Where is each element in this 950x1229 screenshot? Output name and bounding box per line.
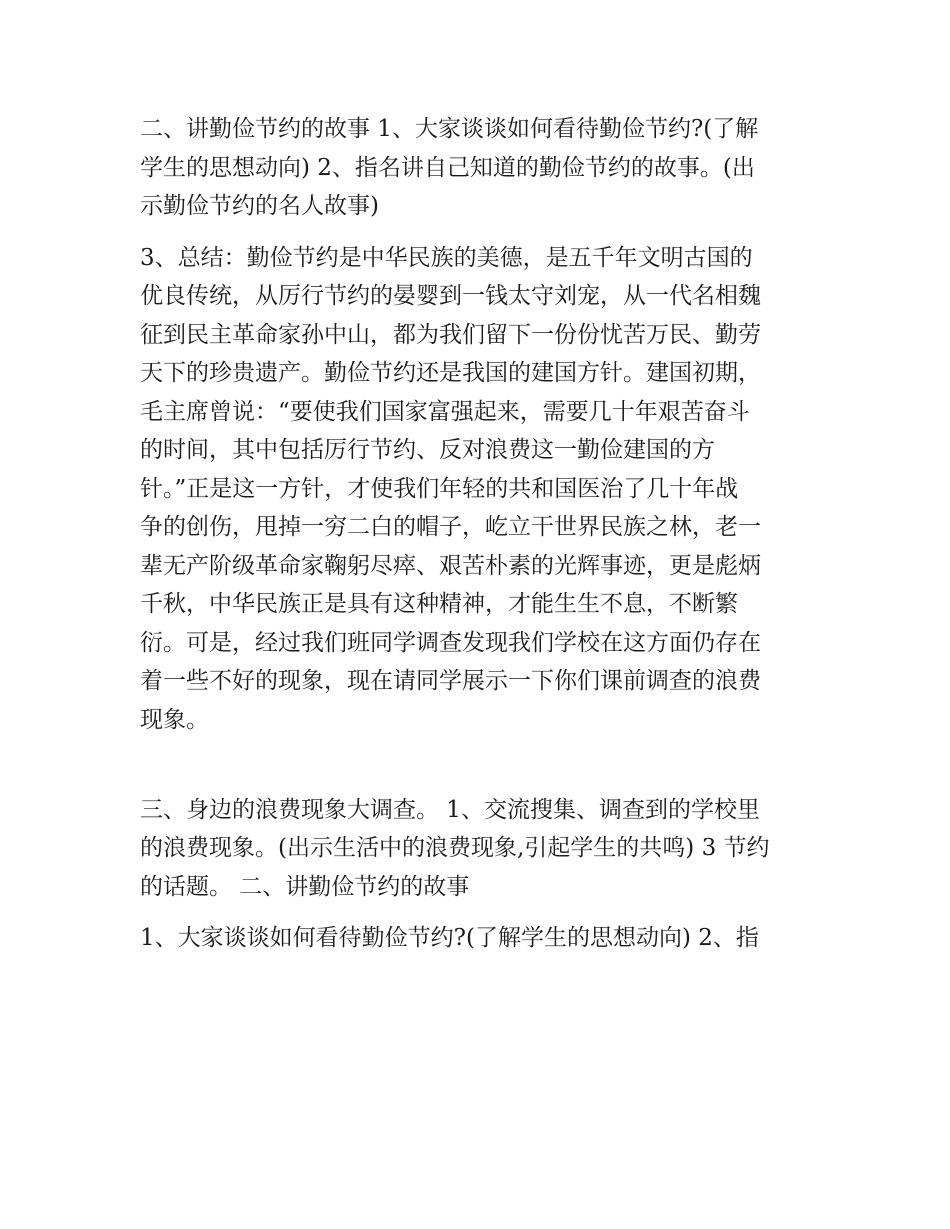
- text-line: 现象。: [140, 706, 209, 733]
- text-line: 争的创伤，甩掉一穷二白的帽子，屹立干世界民族之林，老一: [140, 514, 761, 540]
- text-line: 千秋，中华民族正是具有这种精神，才能生生不息，不断繁: [140, 591, 738, 617]
- text-line: 三、身边的浪费现象大调查。 1、交流搜集、调查到的学校里: [140, 796, 760, 823]
- paragraph: [140, 239, 812, 778]
- text-line: 辈无产阶级革命家鞠躬尽瘁、艰苦朴素的光辉事迹，更是彪炳: [140, 552, 761, 579]
- paragraph: [140, 919, 812, 958]
- text-line: 3、总结：勤俭节约是中华民族的美德，是五千年文明古国的: [140, 244, 753, 271]
- text-line: 的时间，其中包括厉行节约、反对浪费这一勤俭建国的方: [140, 437, 715, 463]
- text-line: 优良传统，从厉行节约的晏婴到一钱太守刘宠，从一代名相魏: [140, 283, 761, 309]
- text-line: 二、讲勤俭节约的故事 1、大家谈谈如何看待勤俭节约?(了解: [140, 116, 759, 142]
- text-line: 天下的珍贵遗产。勤俭节约还是我国的建国方针。建国初期，: [140, 360, 761, 386]
- text-line: 衍。可是，经过我们班同学调查发现我们学校在这方面仍存在: [140, 629, 761, 656]
- text-line: 毛主席曾说：“要使我们国家富强起来，需要几十年艰苦奋斗: [140, 398, 750, 425]
- paragraph: [140, 791, 812, 907]
- text-line: 1、大家谈谈如何看待勤俭节约?(了解学生的思想动向) 2、指: [140, 925, 759, 951]
- text-line: [140, 739, 812, 778]
- text-line: 着一些不好的现象，现在请同学展示一下你们课前调查的浪费: [140, 668, 761, 694]
- text-line: 针。”正是这一方针，才使我们年轻的共和国医治了几十年战: [140, 475, 739, 502]
- text-line: 示勤俭节约的名人故事): [140, 193, 379, 219]
- document-body: [140, 110, 812, 958]
- text-line: 的话题。 二、讲勤俭节约的故事: [140, 873, 470, 900]
- text-line: 征到民主革命家孙中山，都为我们留下一份份忧苦万民、勤劳: [140, 321, 761, 348]
- text-line: 的浪费现象。(出示生活中的浪费现象,引起学生的共鸣) 3 节约: [140, 835, 770, 861]
- paragraph: [140, 110, 812, 226]
- text-line: 学生的思想动向) 2、指名讲自己知道的勤俭节约的故事。(出: [140, 154, 755, 181]
